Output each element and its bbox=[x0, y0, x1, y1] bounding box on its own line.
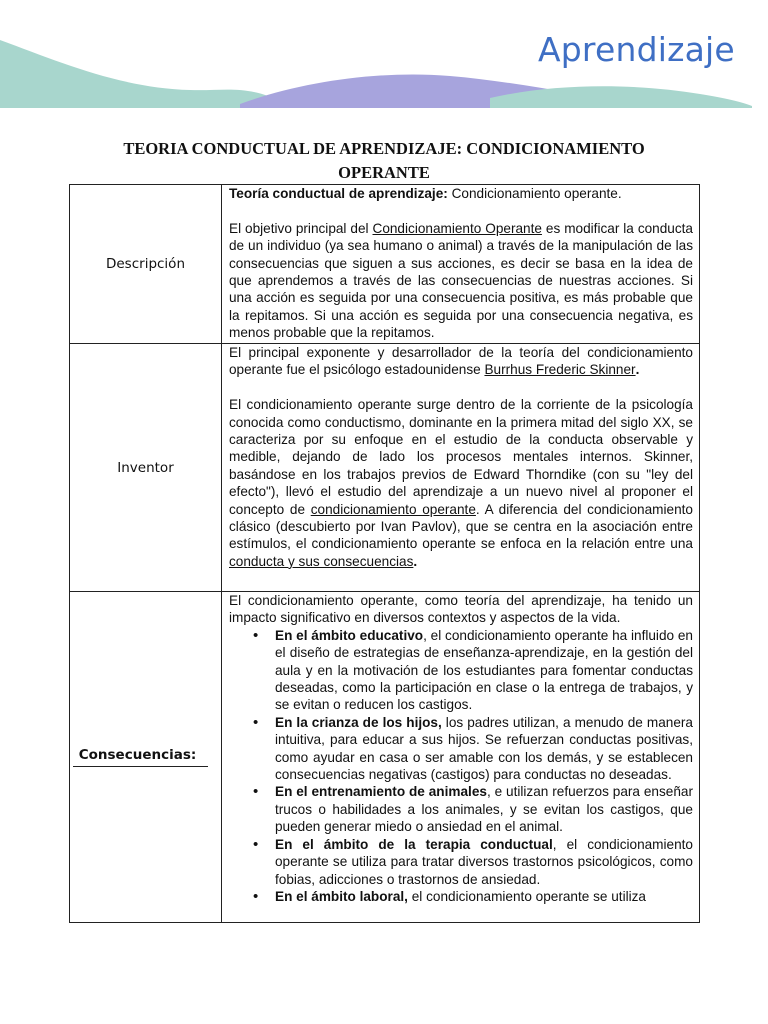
inventor-p1-before: El principal exponente y desarrollador de la teoría del condicionamiento operante fue el psicólogo estadounidense bbox=[229, 345, 693, 378]
consecuencias-list bbox=[229, 627, 693, 906]
row-descripcion bbox=[70, 185, 700, 344]
inventor-paragraph-2 bbox=[229, 396, 693, 570]
list-item bbox=[275, 836, 693, 888]
condicionamiento-operante-link[interactable]: Condicionamiento Operante bbox=[372, 220, 542, 236]
document-title bbox=[70, 137, 698, 185]
descripcion-label bbox=[70, 185, 222, 344]
descripcion-lead-bold: Teoría conductual de aprendizaje: bbox=[229, 186, 448, 201]
item-bold: En la crianza de los hijos, bbox=[275, 714, 442, 730]
consecuencias-intro: El condicionamiento operante, como teoría del aprendizaje, ha tenido un impacto significativo en diversos contextos y aspectos de la vida. bbox=[229, 593, 693, 626]
item-bold: En el ámbito de la terapia conductual bbox=[275, 836, 553, 852]
descripcion-text-after: es modificar la conducta de un individuo (ya sea humano o animal) a través de la manipulación de las consecuencias que siguen a sus acciones, es decir se basa en la idea de que aprendemos a través de las consecuencias de nuestras acciones. Si una acción es seguida por una consecuencia positiva, es más probable que la repitamos. Si una acción es seguida por una consecuencia negativa, es menos probable que la repitamos. bbox=[229, 220, 693, 341]
descripcion-text-before: El objetivo principal del bbox=[229, 220, 373, 236]
consecuencias-label-text: Consecuencias: bbox=[73, 747, 209, 767]
descripcion-paragraph bbox=[229, 220, 693, 342]
list-item bbox=[275, 714, 693, 784]
descripcion-lead-rest: Condicionamiento operante. bbox=[447, 186, 622, 201]
document-title-line1: TEORIA CONDUCTUAL DE APRENDIZAJE: CONDICIONAMIENTO bbox=[123, 139, 645, 158]
item-text: , e utilizan refuerzos para enseñar trucos o habilidades a los animales, y se evitan los castigos, que pueden generar miedo o ansiedad en el animal. bbox=[275, 784, 693, 835]
content-table bbox=[69, 184, 700, 923]
banner-base bbox=[0, 108, 768, 115]
inventor-p2-after: . bbox=[413, 553, 418, 569]
inventor-paragraph-1 bbox=[229, 344, 693, 379]
inventor-p2-mid: . A diferencia del condicionamiento clásico (descubierto por Ivan Pavlov), que se centra en la asociación entre estímulos, el condicionamiento operante se enfoca en la relación entre una bbox=[229, 501, 693, 552]
consecuencias-label bbox=[70, 592, 222, 923]
document-title-line2: OPERANTE bbox=[338, 163, 430, 182]
item-text: los padres utilizan, a menudo de manera intuitiva, para educar a sus hijos. Se refuerzan conductas positivas, como ayudar en casa o ser amable con los demás, y se establecen consecuencias negativas (castigos) para conductas no deseadas. bbox=[275, 714, 693, 783]
condicionamiento-operante-link-2[interactable]: condicionamiento operante bbox=[310, 501, 476, 517]
inventor-content bbox=[222, 344, 700, 592]
inventor-p2-before: El condicionamiento operante surge dentro de la corriente de la psicología conocida como conductismo, dominante en la primera mitad del siglo XX, se caracteriza por su enfoque en el estudio de la conducta observable y medible, dejando de lado los procesos mentales internos. Skinner, basándose en los trabajos previos de Edward Thorndike (con su "ley del efecto"), llevó el estudio del aprendizaje a un nuevo nivel al proponer el concepto de bbox=[229, 397, 693, 517]
descripcion-content bbox=[222, 185, 700, 344]
row-inventor bbox=[70, 344, 700, 592]
list-item bbox=[275, 627, 693, 714]
list-item bbox=[275, 888, 693, 905]
header-title: Aprendizaje bbox=[538, 30, 735, 69]
item-bold: En el ámbito laboral, bbox=[275, 888, 408, 904]
inventor-p1-after: . bbox=[635, 362, 640, 378]
inventor-label bbox=[70, 344, 222, 592]
inventor-label-text: Inventor bbox=[117, 459, 174, 476]
item-text: , el condicionamiento operante ha influido en el diseño de estrategias de enseñanza-aprendizaje, en la gestión del aula y en la motivación de los estudiantes para fomentar conductas deseadas, como la participación en clase o la entrega de trabajos, y se evitan o reducen los castigos. bbox=[275, 627, 693, 713]
item-text: el condicionamiento operante se utiliza bbox=[407, 888, 646, 904]
row-consecuencias bbox=[70, 592, 700, 923]
skinner-link[interactable]: Burrhus Frederic Skinner bbox=[484, 362, 636, 378]
descripcion-lead bbox=[229, 185, 693, 202]
banner-wave-green bbox=[0, 40, 268, 115]
descripcion-label-text: Descripción bbox=[105, 256, 186, 272]
consecuencias-content bbox=[222, 592, 700, 923]
item-bold: En el ámbito educativo bbox=[275, 627, 424, 643]
item-bold: En el entrenamiento de animales bbox=[275, 784, 487, 800]
list-item bbox=[275, 783, 693, 835]
conducta-consecuencias-link[interactable]: conducta y sus consecuencias bbox=[229, 553, 414, 569]
item-text: , el condicionamiento operante se utiliza para tratar diversos trastornos psicológicos, como fobias, adicciones o trastornos de ansiedad. bbox=[275, 836, 693, 887]
